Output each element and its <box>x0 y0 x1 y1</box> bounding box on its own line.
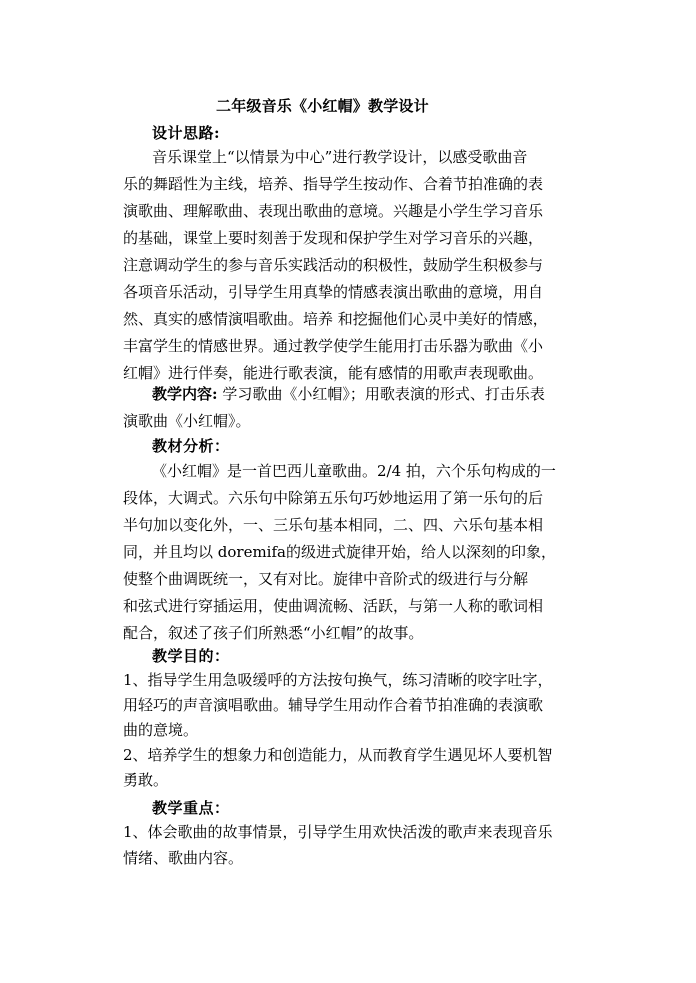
focus-heading: 教学重点： <box>152 799 230 817</box>
goal-line-5: 勇敢。 <box>123 771 169 789</box>
design-line-1: 音乐课堂上“以情景为中心”进行教学设计，以感受歌曲音 <box>152 148 528 166</box>
design-line-4: 的基础，课堂上要时刻善于发现和保护学生对学习音乐的兴趣， <box>123 229 544 247</box>
analysis-heading: 教材分析： <box>152 437 230 455</box>
design-line-2: 乐的舞蹈性为主线，培养、指导学生按动作、合着节拍准确的表 <box>123 175 544 193</box>
analysis-line-5: 使整个曲调既统一，又有对比。旋律中音阶式的级进行与分解 <box>123 570 529 588</box>
goal-heading: 教学目的： <box>152 647 230 665</box>
content-paragraph <box>152 384 545 404</box>
analysis-line-1: 《小红帽》是一首巴西儿童歌曲。2/4 拍，六个乐句构成的一 <box>152 462 556 480</box>
content-text: 学习歌曲《小红帽》；用歌表演的形式、打击乐表 <box>217 385 545 403</box>
design-line-9: 红帽》进行伴奏，能进行歌表演，能有感情的用歌声表现歌曲。 <box>123 364 544 382</box>
goal-line-4: 2、培养学生的想象力和创造能力，从而教育学生遇见坏人要机智 <box>123 746 553 764</box>
focus-line-2: 情绪、歌曲内容。 <box>123 849 244 867</box>
goal-line-1: 1、指导学生用急吸缓呼的方法按句换气，练习清晰的咬字吐字， <box>123 671 553 689</box>
goal-line-2: 用轻巧的声音演唱歌曲。辅导学生用动作合着节拍准确的表演歌 <box>123 696 544 714</box>
analysis-line-7: 配合，叙述了孩子们所熟悉“小红帽”的故事。 <box>123 624 424 642</box>
design-line-3: 演歌曲、理解歌曲、表现出歌曲的意境。兴趣是小学生学习音乐 <box>123 202 544 220</box>
design-line-7: 然、真实的感情演唱歌曲。培养 和挖掘他们心灵中美好的情感， <box>123 310 548 328</box>
analysis-line-4: 同，并且均以 doremifa的级进式旋律开始，给人以深刻的印象， <box>123 543 556 561</box>
design-heading: 设计思路: <box>152 124 221 142</box>
goal-line-3: 曲的意境。 <box>123 721 199 739</box>
document-title: 二年级音乐《小红帽》教学设计 <box>216 97 429 115</box>
analysis-line-3: 半句加以变化外，一、三乐句基本相同，二、四、六乐句基本相 <box>123 516 544 534</box>
focus-line-1: 1、体会歌曲的故事情景，引导学生用欢快活泼的歌声来表现音乐 <box>123 823 553 841</box>
content-label: 教学内容: <box>152 385 218 403</box>
design-line-8: 丰富学生的情感世界。通过教学使学生能用打击乐器为歌曲《小 <box>123 337 544 355</box>
design-line-5: 注意调动学生的参与音乐实践活动的积极性，鼓励学生积极参与 <box>123 256 544 274</box>
design-line-6: 各项音乐活动，引导学生用真挚的情感表演出歌曲的意境，用自 <box>123 283 544 301</box>
analysis-line-6: 和弦式进行穿插运用，使曲调流畅、活跃，与第一人称的歌词相 <box>123 597 544 615</box>
content-line-2: 演歌曲《小红帽》。 <box>123 412 251 430</box>
analysis-line-2: 段体，大调式。六乐句中除第五乐句巧妙地运用了第一乐句的后 <box>123 489 544 507</box>
